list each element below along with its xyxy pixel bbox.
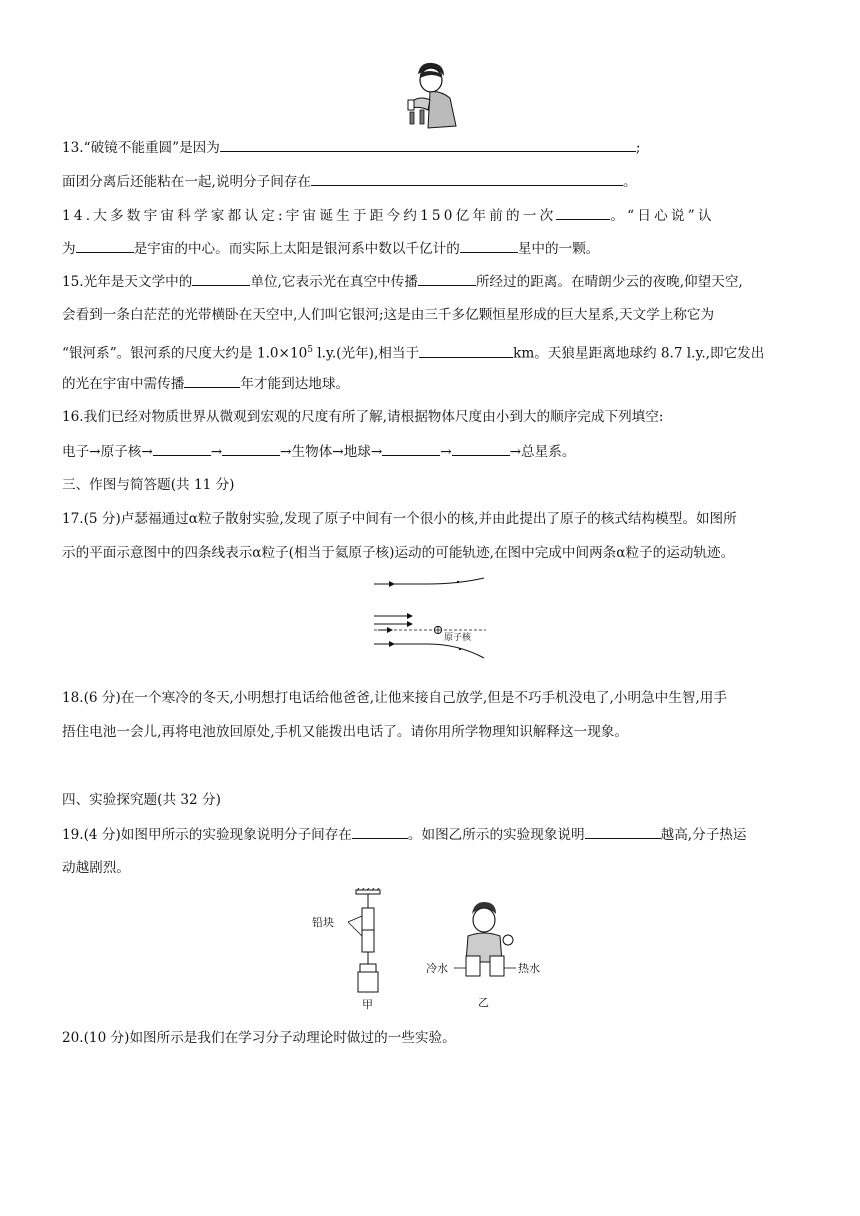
section4-title-text: 四、实验探究题(共 32 分) <box>62 792 221 808</box>
boy-illustration <box>400 60 462 132</box>
alpha-scattering-figure <box>368 572 492 660</box>
q15-line4 <box>62 373 349 394</box>
alpha-track-bottom <box>374 644 484 658</box>
water-diffusion-figure <box>424 900 552 1014</box>
q18-line2 <box>62 722 628 742</box>
q15-text-2: 会看到一条白茫茫的光带横卧在天空中,人们叫它银河;这是由三千多亿颗恒星形成的巨大星系,天文学上称它为 <box>62 307 715 323</box>
q16-answer-blank-1[interactable] <box>153 441 211 456</box>
lead-block-label: 铅块 <box>312 916 334 929</box>
q17-text-1: 17.(5 分)卢瑟福通过α粒子散射实验,发现了原子中间有一个很小的核,并由此提出了原子的核式结构模型。如图所 <box>62 511 737 527</box>
q15-text-1a: 15.光年是天文学中的 <box>62 274 193 290</box>
q15-line3 <box>62 340 764 364</box>
q15-text-1b: 单位,它表示光在真空中传播 <box>250 274 418 290</box>
q14-text-2a: 为 <box>62 241 76 257</box>
q13-line1 <box>62 137 640 158</box>
q19-answer-blank-1[interactable] <box>352 824 408 839</box>
q18-text-2: 捂住电池一会儿,再将电池放回原处,手机又能拨出电话了。请你用所学物理知识解释这一现象。 <box>62 724 628 740</box>
section3-title <box>62 475 234 495</box>
q15-line1 <box>62 271 743 292</box>
hot-water-label: 热水 <box>518 962 540 975</box>
q16-line1 <box>62 407 663 427</box>
q14-text: 14.大多数宇宙科学家都认定:宇宙诞生于距今约150亿年前的一次 <box>62 208 557 224</box>
q17-text-2: 示的平面示意图中的四条线表示α粒子(相当于氦原子核)运动的可能轨迹,在图中完成中间两条α粒子的运动轨迹。 <box>62 545 735 561</box>
q14-text-end: 。“日心说”认 <box>610 208 715 224</box>
q15-exponent: 5 <box>307 345 313 355</box>
q15-text-3c: km。天狼星距离地球约 8.7 l.y.,即它发出 <box>513 345 765 362</box>
q18-line1 <box>62 688 727 708</box>
hanging-weight <box>358 972 378 992</box>
q19-text-a: 19.(4 分)如图甲所示的实验现象说明分子间存在 <box>62 827 352 843</box>
q15-text-4a: 的光在宇宙中需传播 <box>62 376 185 392</box>
q17-line1 <box>62 509 737 529</box>
nucleus-label: 原子核 <box>444 633 472 643</box>
lead-block-upper <box>362 908 374 930</box>
q14-answer-blank-3[interactable] <box>460 238 518 253</box>
figure-b-caption: 乙 <box>478 996 489 1009</box>
q19-text-c: 越高,分子热运 <box>660 827 747 843</box>
q15-line2 <box>62 305 714 325</box>
q14-text-2b: 是宇宙的中心。而实际上太阳是银河系中数以千亿计的 <box>133 241 460 257</box>
q14-text-2c: 星中的一颗。 <box>517 241 600 257</box>
q17-line2 <box>62 543 734 563</box>
q15-text-3a: “银河系”。银河系的尺度大约是 1.0×10 <box>62 345 308 362</box>
q16-text: 16.我们已经对物质世界从微观到宏观的尺度有所了解,请根据物体尺度由小到大的顺序完成下列填空: <box>62 409 664 425</box>
q15-text-3b: l.y.(光年),相当于 <box>312 345 420 362</box>
q16-line2 <box>62 441 575 462</box>
q20-line1 <box>62 1028 456 1048</box>
q13-line2 <box>62 171 637 192</box>
q13-text-2: 面团分离后还能粘在一起,说明分子间存在 <box>62 174 312 190</box>
figure-a-caption: 甲 <box>362 998 373 1011</box>
lead-block-lower <box>362 930 374 952</box>
q14-answer-blank-2[interactable] <box>76 238 134 253</box>
q14-line2 <box>62 238 599 259</box>
q15-answer-blank-2[interactable] <box>418 271 476 286</box>
q16-answer-blank-2[interactable] <box>222 441 280 456</box>
q13-text-2-end: 。 <box>623 174 637 190</box>
q16-text-a: 电子→原子核→ <box>62 444 153 460</box>
q16-arrow-2: → <box>440 444 452 460</box>
lead-blocks-figure <box>310 888 390 1012</box>
q19-text-b: 。如图乙所示的实验现象说明 <box>407 827 585 843</box>
section3-title-text: 三、作图与简答题(共 11 分) <box>62 477 235 493</box>
q15-text-4b: 年才能到达地球。 <box>240 376 350 392</box>
q19-answer-blank-2[interactable] <box>585 824 661 839</box>
q13-answer-blank-1[interactable] <box>220 137 636 152</box>
q19-line1 <box>62 824 747 845</box>
q19-line2 <box>62 858 130 878</box>
cold-water-cup <box>466 956 480 976</box>
q14-line1 <box>62 205 715 226</box>
q13-text: 13.“破镜不能重圆”是因为 <box>62 140 220 156</box>
q15-answer-blank-1[interactable] <box>192 271 250 286</box>
alpha-track-top <box>374 578 484 584</box>
q20-text: 20.(10 分)如图所示是我们在学习分子动理论时做过的一些实验。 <box>62 1030 456 1046</box>
q15-answer-blank-3[interactable] <box>419 343 513 358</box>
q16-text-c: →生物体→地球→ <box>280 444 383 460</box>
q18-text-1: 18.(6 分)在一个寒冷的冬天,小明想打电话给他爸爸,让他来接自己放学,但是不巧手机没电了,小明急中生智,用手 <box>62 690 727 706</box>
q13-answer-blank-2[interactable] <box>311 171 623 186</box>
section4-title <box>62 790 221 810</box>
q14-answer-blank-1[interactable] <box>556 205 610 220</box>
q15-answer-blank-4[interactable] <box>184 373 240 388</box>
q16-text-e: →总星系。 <box>509 444 576 460</box>
q19-text-2: 动越剧烈。 <box>62 860 130 876</box>
cold-water-label: 冷水 <box>426 962 448 975</box>
q16-answer-blank-4[interactable] <box>452 441 510 456</box>
q13-text-end: ; <box>635 140 641 156</box>
hot-water-cup <box>490 956 504 976</box>
q15-text-1c: 所经过的距离。在晴朗少云的夜晚,仰望天空, <box>475 274 743 290</box>
q16-arrow-1: → <box>210 444 223 460</box>
q16-answer-blank-3[interactable] <box>382 441 440 456</box>
